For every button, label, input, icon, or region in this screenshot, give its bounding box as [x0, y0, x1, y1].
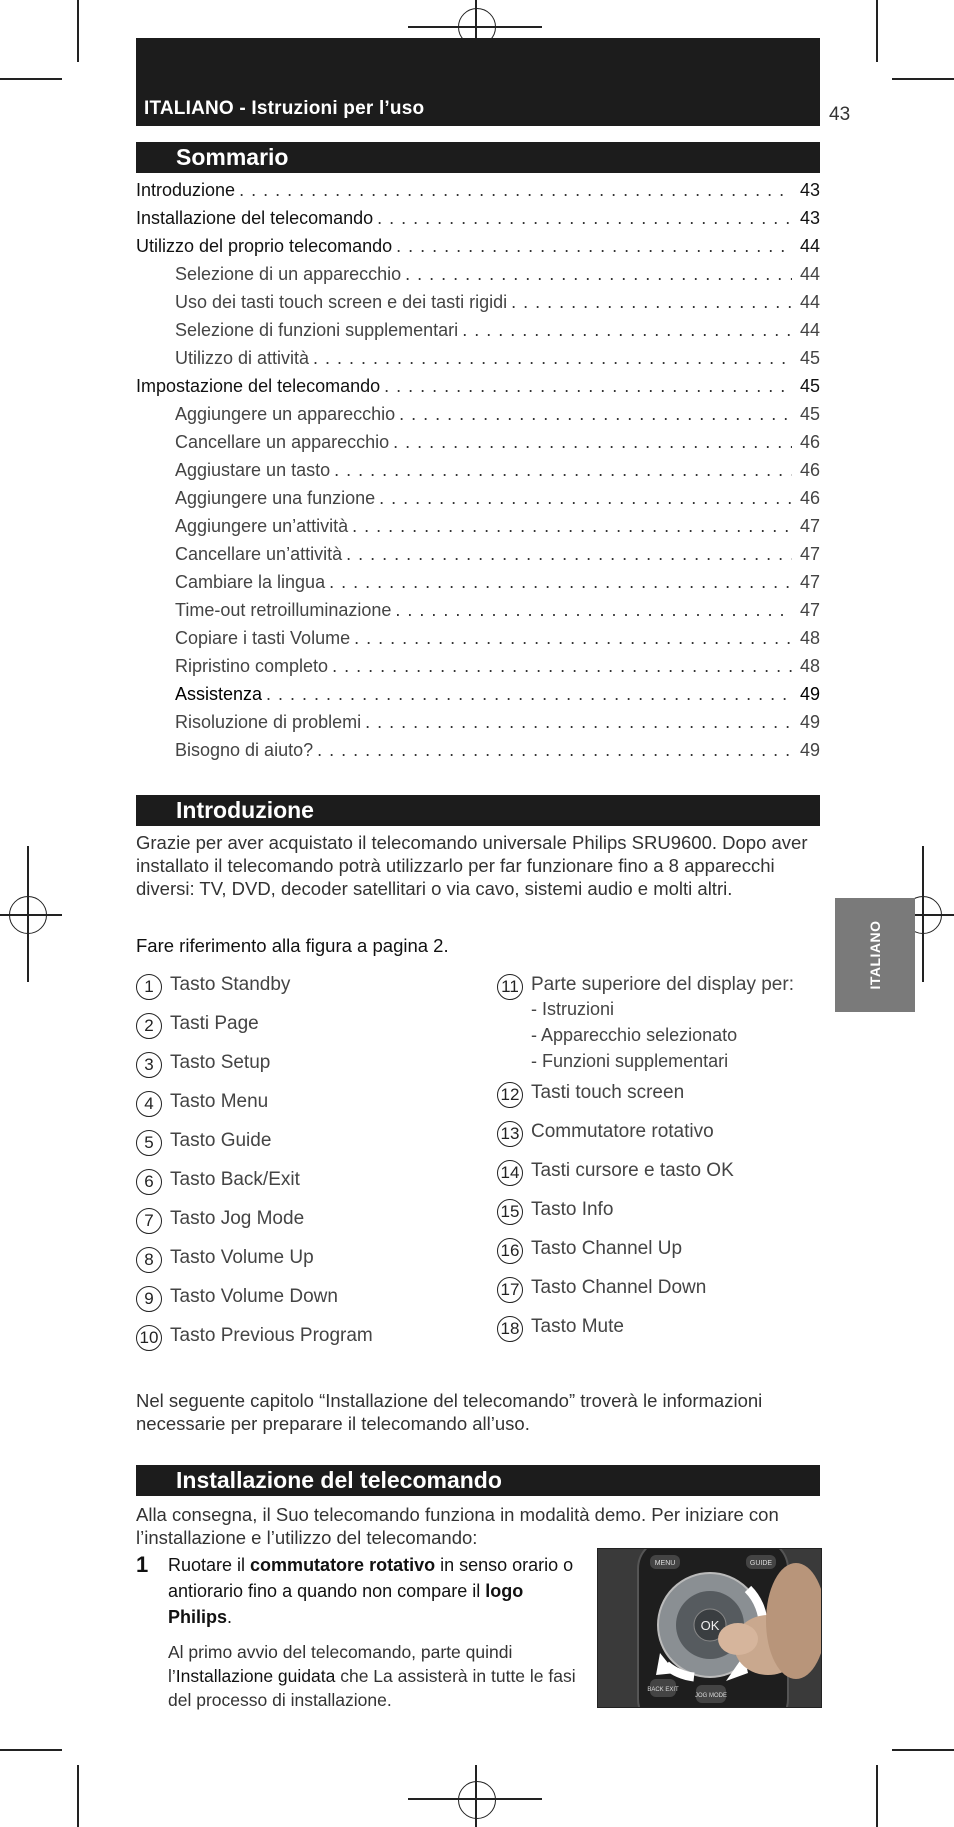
toc-leader-dots	[313, 348, 792, 369]
toc-leader-dots	[384, 376, 792, 397]
toc-entry-page: 46	[799, 460, 820, 480]
toc-entry	[136, 404, 820, 432]
toc-entry	[136, 544, 820, 572]
toc-entry	[136, 208, 820, 236]
toc-entry	[136, 292, 820, 320]
toc-leader-dots	[399, 404, 792, 425]
toc-entry-label: Installazione del telecomando	[136, 208, 374, 228]
header-band	[136, 38, 820, 126]
key-list-right-items	[497, 1082, 827, 1344]
back-exit-key-label: BACK EXIT	[647, 1687, 679, 1693]
toc-entry-label: Assistenza	[175, 684, 263, 704]
toc-entry-page: 46	[799, 432, 820, 452]
toc-leader-dots	[396, 236, 792, 257]
list-item	[136, 1169, 476, 1197]
toc-entry	[136, 516, 820, 544]
list-item	[136, 1325, 476, 1353]
number-badge: 15	[497, 1199, 523, 1225]
section-heading-sommario	[136, 142, 820, 173]
toc-entry-label: Ripristino completo	[175, 656, 329, 676]
toc-entry-page: 44	[799, 236, 820, 256]
toc-leader-dots	[511, 292, 792, 313]
toc-entry	[136, 180, 820, 208]
toc-entry-page: 49	[799, 712, 820, 732]
list-item	[497, 1160, 827, 1188]
list-item-label: Tasto Channel Up	[531, 1238, 683, 1259]
number-badge: 18	[497, 1316, 523, 1342]
menu-key-label: MENU	[654, 1560, 676, 1567]
installazione-intro: Alla consegna, il Suo telecomando funziona in modalità demo. Per iniziare con l’installazione e l’utilizzo del telecomando:	[136, 1504, 779, 1548]
list-item-label: Tasto Setup	[170, 1052, 271, 1073]
crop-mark-bottom-right-v	[876, 1765, 878, 1827]
number-badge: 6	[136, 1169, 162, 1195]
sommario-heading-text: Sommario	[176, 144, 289, 170]
step-number: 1	[136, 1552, 149, 1577]
list-item-label: Tasto Standby	[170, 974, 291, 995]
list-item-label: Tasto Jog Mode	[170, 1208, 305, 1229]
list-item	[497, 1277, 827, 1305]
toc-entry	[136, 236, 820, 264]
toc-leader-dots	[239, 180, 792, 201]
list-item-label: Commutatore rotativo	[531, 1121, 714, 1142]
toc-entry-page: 43	[799, 208, 820, 228]
toc-entry	[136, 460, 820, 488]
crop-mark-top-right-h	[892, 78, 954, 80]
list-item	[136, 1247, 476, 1275]
section-heading-introduzione	[136, 795, 820, 826]
list-item-label: Tasto Volume Up	[170, 1247, 314, 1268]
list-item	[497, 1238, 827, 1266]
number-badge: 4	[136, 1091, 162, 1117]
page-number: 43	[829, 104, 851, 125]
list-item-label: Tasto Channel Down	[531, 1277, 707, 1298]
crop-mark-top-right-v	[876, 0, 878, 62]
remote-rotary-photo	[597, 1548, 822, 1708]
toc-entry	[136, 376, 820, 404]
crop-mark-top-left-v	[77, 0, 79, 62]
toc-entry-label: Cancellare un apparecchio	[175, 432, 390, 452]
toc-entry-page: 44	[799, 264, 820, 284]
toc-leader-dots	[332, 656, 792, 677]
toc-entry-label: Aggiungere un’attività	[175, 516, 349, 536]
toc-entry	[136, 684, 820, 712]
toc-entry-label: Selezione di funzioni supplementari	[175, 320, 459, 340]
toc-entry-label: Selezione di un apparecchio	[175, 264, 402, 284]
toc-entry-page: 49	[799, 740, 820, 760]
list-item	[136, 1091, 476, 1119]
toc-entry	[136, 600, 820, 628]
key-list-right	[497, 974, 827, 1355]
toc-entry-label: Cancellare un’attività	[175, 544, 343, 564]
figure-reference: Fare riferimento alla figura a pagina 2.	[136, 935, 449, 956]
toc-entry	[136, 712, 820, 740]
toc-entry-label: Risoluzione di problemi	[175, 712, 362, 732]
number-badge: 10	[136, 1325, 162, 1351]
number-badge: 7	[136, 1208, 162, 1234]
crop-mark-bottom-left-v	[77, 1765, 79, 1827]
toc-entry-page: 48	[799, 656, 820, 676]
installazione-heading-text: Installazione del telecomando	[176, 1467, 502, 1493]
list-item	[136, 1286, 476, 1314]
list-item	[136, 1013, 476, 1041]
toc-entry-page: 44	[799, 320, 820, 340]
jog-mode-key-label: JOG MODE	[694, 1693, 728, 1699]
toc-leader-dots	[346, 544, 792, 565]
toc-entry-page: 45	[799, 404, 820, 424]
toc-entry-page: 47	[799, 516, 820, 536]
toc-entry	[136, 656, 820, 684]
list-item	[497, 974, 827, 1074]
toc-leader-dots	[352, 516, 792, 537]
toc-entry-page: 47	[799, 600, 820, 620]
section-heading-installazione	[136, 1465, 820, 1496]
toc-leader-dots	[462, 320, 792, 341]
introduzione-heading-text: Introduzione	[176, 797, 314, 823]
list-item-label: Tasto Guide	[170, 1130, 272, 1151]
list-item-label: Tasto Back/Exit	[170, 1169, 300, 1190]
list-item-label: Tasto Mute	[531, 1316, 624, 1337]
toc-leader-dots	[329, 572, 792, 593]
toc-leader-dots	[405, 264, 792, 285]
list-item-label: Tasto Menu	[170, 1091, 269, 1112]
toc-entry-page: 43	[799, 180, 820, 200]
toc-entry	[136, 628, 820, 656]
display-subline: - Istruzioni	[531, 999, 615, 1019]
number-badge: 8	[136, 1247, 162, 1273]
toc-entry-label: Time-out retroilluminazione	[175, 600, 392, 620]
philips-logo-term: logo Philips	[168, 1581, 524, 1627]
toc-entry	[136, 320, 820, 348]
number-badge: 2	[136, 1013, 162, 1039]
list-item	[136, 1130, 476, 1158]
toc-entry-page: 48	[799, 628, 820, 648]
toc-entry-page: 44	[799, 292, 820, 312]
toc-leader-dots	[393, 432, 792, 453]
number-badge: 14	[497, 1160, 523, 1186]
toc-entry	[136, 264, 820, 292]
list-item-label: Tasti touch screen	[531, 1082, 685, 1103]
number-badge: 3	[136, 1052, 162, 1078]
toc-entry-label: Utilizzo di attività	[175, 348, 310, 368]
language-side-tab	[835, 898, 915, 1012]
toc-entry-label: Aggiungere una funzione	[175, 488, 376, 508]
ok-key-label: OK	[700, 1618, 720, 1633]
toc-entry-label: Uso dei tasti touch screen e dei tasti rigidi	[175, 292, 508, 312]
toc-leader-dots	[365, 712, 792, 733]
toc-entry-label: Utilizzo del proprio telecomando	[136, 236, 393, 256]
toc-entry-page: 47	[799, 544, 820, 564]
toc-entry-label: Introduzione	[136, 180, 236, 200]
toc-leader-dots	[377, 208, 792, 229]
toc-leader-dots	[334, 460, 792, 481]
step-instruction: Ruotare il commutatore rotativo in senso orario o antiorario fino a quando non compare il logo Philips.	[168, 1555, 574, 1627]
toc-entry	[136, 432, 820, 460]
number-badge: 5	[136, 1130, 162, 1156]
list-item	[136, 1052, 476, 1080]
toc-leader-dots	[317, 740, 792, 761]
list-item	[136, 1208, 476, 1236]
toc-leader-dots	[395, 600, 792, 621]
number-badge: 9	[136, 1286, 162, 1312]
number-badge: 1	[136, 974, 162, 1000]
crop-mark-bottom-right-h	[892, 1749, 954, 1751]
number-badge: 16	[497, 1238, 523, 1264]
list-item-label: Tasto Info	[531, 1199, 614, 1220]
toc-entry-page: 45	[799, 348, 820, 368]
display-subline: - Apparecchio selezionato	[531, 1025, 738, 1045]
list-item-label: Tasto Volume Down	[170, 1286, 338, 1307]
crop-mark-top-left-h	[0, 78, 62, 80]
number-badge: 13	[497, 1121, 523, 1147]
list-item	[497, 1316, 827, 1344]
closing-paragraph: Nel seguente capitolo “Installazione del telecomando” troverà le informazioni necessarie per preparare il telecomando all’uso.	[136, 1390, 763, 1434]
number-badge: 17	[497, 1277, 523, 1303]
toc-leader-dots	[266, 684, 792, 705]
list-item-label: Tasto Previous Program	[170, 1325, 373, 1346]
toc-entry	[136, 348, 820, 376]
toc-entry	[136, 572, 820, 600]
toc-entry-label: Impostazione del telecomando	[136, 376, 381, 396]
list-item-label: Tasti cursore e tasto OK	[531, 1160, 734, 1181]
toc-entry-label: Cambiare la lingua	[175, 572, 326, 592]
guided-installation-term: Installazione guidata	[175, 1666, 336, 1686]
header-title: ITALIANO - Istruzioni per l’uso	[144, 98, 425, 119]
toc-entry	[136, 740, 820, 768]
list-item-label: Parte superiore del display per:	[531, 974, 794, 995]
list-item-label: Tasti Page	[170, 1013, 259, 1034]
toc-entry-label: Aggiungere un apparecchio	[175, 404, 396, 424]
list-item	[497, 1082, 827, 1110]
crop-mark-bottom-left-h	[0, 1749, 62, 1751]
toc-entry-label: Copiare i tasti Volume	[175, 628, 351, 648]
toc-entry	[136, 488, 820, 516]
number-badge: 11	[497, 974, 523, 1000]
toc-entry-label: Aggiustare un tasto	[175, 460, 331, 480]
side-tab-label: ITALIANO	[867, 920, 883, 990]
display-sublines	[531, 996, 794, 1074]
guide-key-label: GUIDE	[749, 1560, 773, 1567]
key-list-left	[136, 974, 476, 1364]
intro-paragraph: Grazie per aver acquistato il telecomando universale Philips SRU9600. Dopo aver installato il telecomando potrà utilizzarlo per far funzionare fino a 8 apparecchi diversi: TV, DVD, decoder satellitari o via cavo, sistemi audio e molti altri.	[136, 832, 808, 899]
toc-leader-dots	[379, 488, 792, 509]
list-item	[136, 974, 476, 1002]
list-item	[497, 1121, 827, 1149]
number-badge: 12	[497, 1082, 523, 1108]
rotary-switch-term: commutatore rotativo	[250, 1555, 436, 1575]
toc-entry-page: 46	[799, 488, 820, 508]
toc-entry-page: 49	[799, 684, 820, 704]
list-item	[497, 1199, 827, 1227]
step-note: Al primo avvio del telecomando, parte quindi l’Installazione guidata che La assisterà in tutte le fasi del processo di installazione.	[168, 1642, 576, 1710]
table-of-contents	[136, 180, 820, 768]
toc-leader-dots	[354, 628, 792, 649]
display-subline: - Funzioni supplementari	[531, 1051, 729, 1071]
toc-entry-page: 45	[799, 376, 820, 396]
toc-entry-label: Bisogno di aiuto?	[175, 740, 314, 760]
toc-entry-page: 47	[799, 572, 820, 592]
